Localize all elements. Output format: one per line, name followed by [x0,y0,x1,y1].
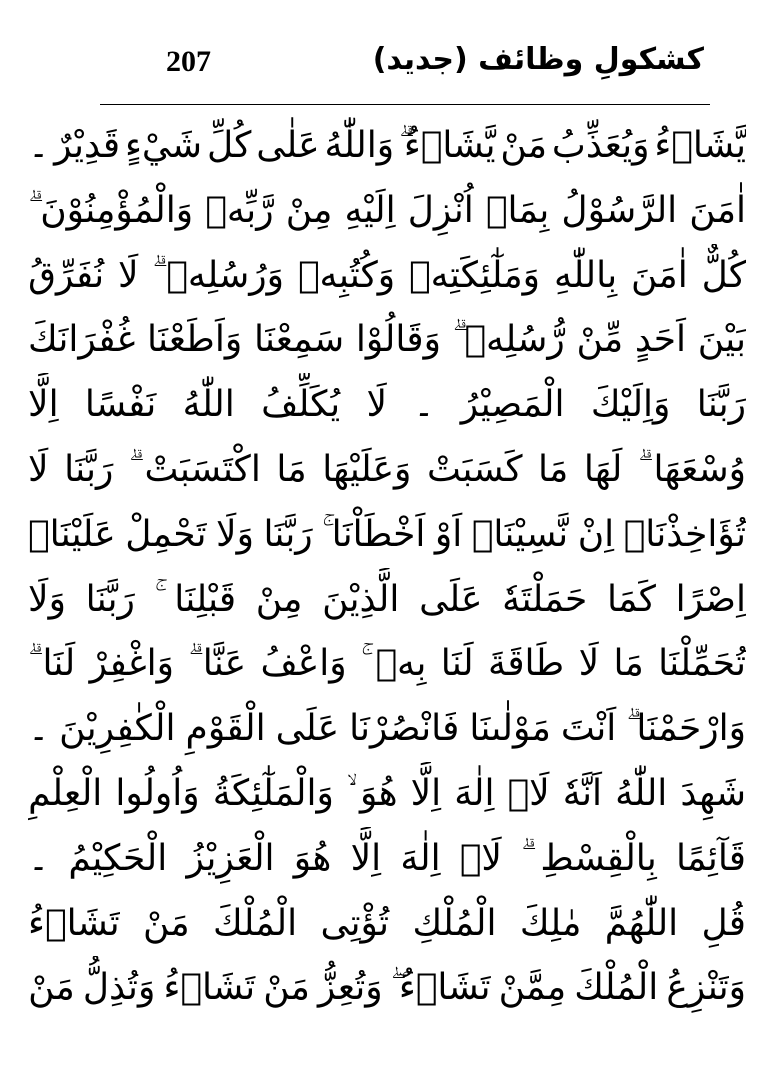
verse-line [28,244,746,309]
verse-word: بِمَاۤ [485,189,550,231]
verse-word: الرَّسُوْلُ [561,189,678,231]
verse-word: اِنْ [577,513,615,555]
verse-word: وَاعْفُ [260,643,347,685]
verse-word: اللّٰهُ [182,384,235,426]
verse-word: نَّسِيْنَاۤ [471,513,569,555]
verse-word: اِلَّا [28,384,59,426]
verse-word: عَنَّا [202,643,247,685]
verse-word: تَحْمِلْ [125,513,207,555]
verse-word: رَبَّنَا [64,448,114,490]
verse-line [28,503,746,568]
verse-word: تَشَاۤءُ [398,967,491,1009]
verse-word: وَرُسُلِهٖ [166,254,285,296]
verse-word: وَلَا [216,513,254,555]
verse-word: مِنْ [285,189,333,231]
verse-line [28,827,746,892]
verse-word: سَمِعْنَا [253,319,345,361]
verse-word: الْمُلْكَ [574,967,659,1009]
verse-word: عَلٰى [256,125,320,166]
verse-word: لَا [578,643,600,685]
verse-word: وَكُتُبِهٖ [297,254,396,296]
verse-word: وَاَطَعْنَا [146,319,243,361]
verse-word: شَيْءٍ [124,125,203,166]
verse-line [28,179,746,244]
verse-word: اَخْطَاْنَا [331,513,426,555]
verse-word: بَيْنَ [697,319,746,361]
verse-word: ۔ [28,708,50,750]
verse-word: ۔ [413,384,435,426]
verse-word: مَنْ [500,125,548,166]
verse-word: كَمَا [606,578,656,620]
verse-word: لَاۤ [507,772,550,814]
verse-word: الَّذِيْنَ [322,578,400,620]
verse-word: هُوَ [293,837,332,879]
verse-word: وَاُولُوا [115,772,200,814]
verse-word: وَقَالُوْا [355,319,441,361]
verse-word: مَنْ [28,967,75,1009]
verse-word: تُؤْتِى [320,902,390,944]
verse-text-block [28,114,746,1021]
verse-word: قَبْلِنَا [174,578,237,620]
verse-line [28,632,746,697]
verse-word: بِاللّٰهِ [553,254,618,296]
verse-word: اَنْتَ [560,708,617,750]
verse-word: اِلٰهَ [454,772,495,814]
verse-word: وَعَلَيْهَا [322,448,412,490]
verse-word: شَهِدَ [680,772,746,814]
verse-word: مَا [276,448,307,490]
verse-word: اِلَيْهِ [344,189,396,231]
verse-word: هُوَ [359,772,398,814]
verse-word: تَشَاۤءُ [28,902,120,944]
verse-line [28,892,746,957]
header-divider [100,104,710,105]
verse-word: لَا [366,384,388,426]
verse-line [28,568,746,633]
verse-line [28,762,746,827]
verse-word: وَتُعِزُّ [318,967,383,1009]
verse-word: وَاِلَيْكَ [590,384,671,426]
verse-word: مَنْ [143,902,190,944]
verse-word: لَهَا [583,448,623,490]
verse-word: يُكَلِّفُ [261,384,341,426]
verse-word: وَتُذِلُّ [82,967,156,1009]
verse-word: كَسَبَتْ [427,448,523,490]
verse-word: رَبَّنَا [696,384,746,426]
verse-word: ۔ [28,837,50,879]
verse-word: وَيُعَذِّبُ [551,125,650,166]
verse-word: مِّنْ [576,319,624,361]
verse-word: الْقَوْمِ [185,708,266,750]
verse-word: وَالْمَلٰٓئِكَةُ [212,772,334,814]
verse-word: قُلِ [701,902,746,944]
verse-word: اُنْزِلَ [407,189,474,231]
verse-word: لَنَا [440,643,474,685]
verse-word: مَا [613,643,644,685]
verse-word: اِلَّا [350,837,382,879]
verse-word: مٰلِكَ [519,902,582,944]
verse-word: الْحَكِيْمُ [68,837,168,879]
verse-word: فَانْصُرْنَا [349,708,460,750]
verse-word: مَنْ [263,967,310,1009]
verse-word: لَا [118,254,139,296]
verse-word: يَّشَاۤءُ [403,125,496,166]
verse-word: اِلَّا [410,772,442,814]
verse-word: عَلَى [275,708,340,750]
verse-word: كُلٌّ [701,254,746,296]
verse-word: مِمَّنْ [498,967,567,1009]
verse-word: اٰمَنَ [689,189,746,231]
verse-word: الْمُلْكِ [412,902,497,944]
verse-word: نُفَرِّقُ [28,254,105,296]
verse-word: رَبَّنَا [85,578,135,620]
verse-word: وَارْحَمْنَا [636,708,746,750]
verse-word: لَاۤ [459,837,502,879]
verse-word: تُحَمِّلْنَا [658,643,746,685]
verse-word: اَنَّهٗ [562,772,603,814]
verse-word: الْمُلْكَ [213,902,298,944]
verse-line [28,438,746,503]
verse-word: وَاغْفِرْ [89,643,174,685]
verse-line [28,308,746,373]
verse-word: غُفْرَانَكَ [28,319,136,361]
verse-word: اٰمَنَ [631,254,688,296]
book-title: کشکولِ وظائف (جدید) [372,42,704,77]
verse-word: بِهٖ [375,643,427,685]
verse-word: الْعَزِيْزُ [186,837,275,879]
verse-word: لَا [28,448,49,490]
verse-word: اِلٰهَ [400,837,441,879]
verse-word: اَوْ [434,513,463,555]
verse-word: اكْتَسَبَتْ [144,448,261,490]
verse-word: وَمَلٰٓئِكَتِهٖ [408,254,541,296]
verse-word: اللّٰهُ [615,772,668,814]
verse-word: مَوْلٰىنَا [469,708,551,750]
verse-line [28,956,746,1021]
verse-line [28,373,746,438]
verse-word: طَاقَةَ [488,643,565,685]
verse-word: مَا [538,448,569,490]
verse-word: حَمَلْتَهٗ [502,578,588,620]
verse-word: رُّسُلِهٖ [464,319,565,361]
verse-word: الْعِلْمِ [28,772,103,814]
verse-line [28,114,746,179]
verse-word: لَنَا [42,643,76,685]
verse-word: الْكٰفِرِيْنَ [59,708,176,750]
page-number: 207 [166,45,211,78]
verse-word: عَلَى [419,578,483,620]
verse-word: الْمَصِيْرُ [460,384,565,426]
verse-word: مِنْ [255,578,303,620]
verse-word: قَآئِمًا [676,837,746,879]
verse-word: بِالْقِسْطِ [540,837,657,879]
verse-word: اِصْرًا [675,578,746,620]
verse-word: ۔ [28,125,50,166]
verse-word: وَلَا [28,578,66,620]
verse-line [28,697,746,762]
verse-word: وُسْعَهَا [653,448,746,490]
verse-word: كُلِّ [206,125,252,166]
verse-word: اللّٰهُمَّ [604,902,679,944]
verse-word: تُؤَاخِذْنَاۤ [623,513,746,555]
verse-word: وَتَنْزِعُ [666,967,746,1009]
verse-word: اَحَدٍ [634,319,686,361]
verse-word: عَلَيْنَاۤ [28,513,116,555]
page-header [100,38,710,90]
verse-word: قَدِيْرٌ [54,125,121,166]
verse-word: تَشَاۤءُ [163,967,256,1009]
verse-word: وَاللّٰهُ [324,125,395,166]
verse-word: يَّشَاۤءُ [654,125,746,166]
verse-word: رَّبِّهٖ [205,189,274,231]
verse-word: رَبَّنَا [263,513,313,555]
verse-word: وَالْمُؤْمِنُوْنَ [40,189,194,231]
verse-word: نَفْسًا [84,384,157,426]
